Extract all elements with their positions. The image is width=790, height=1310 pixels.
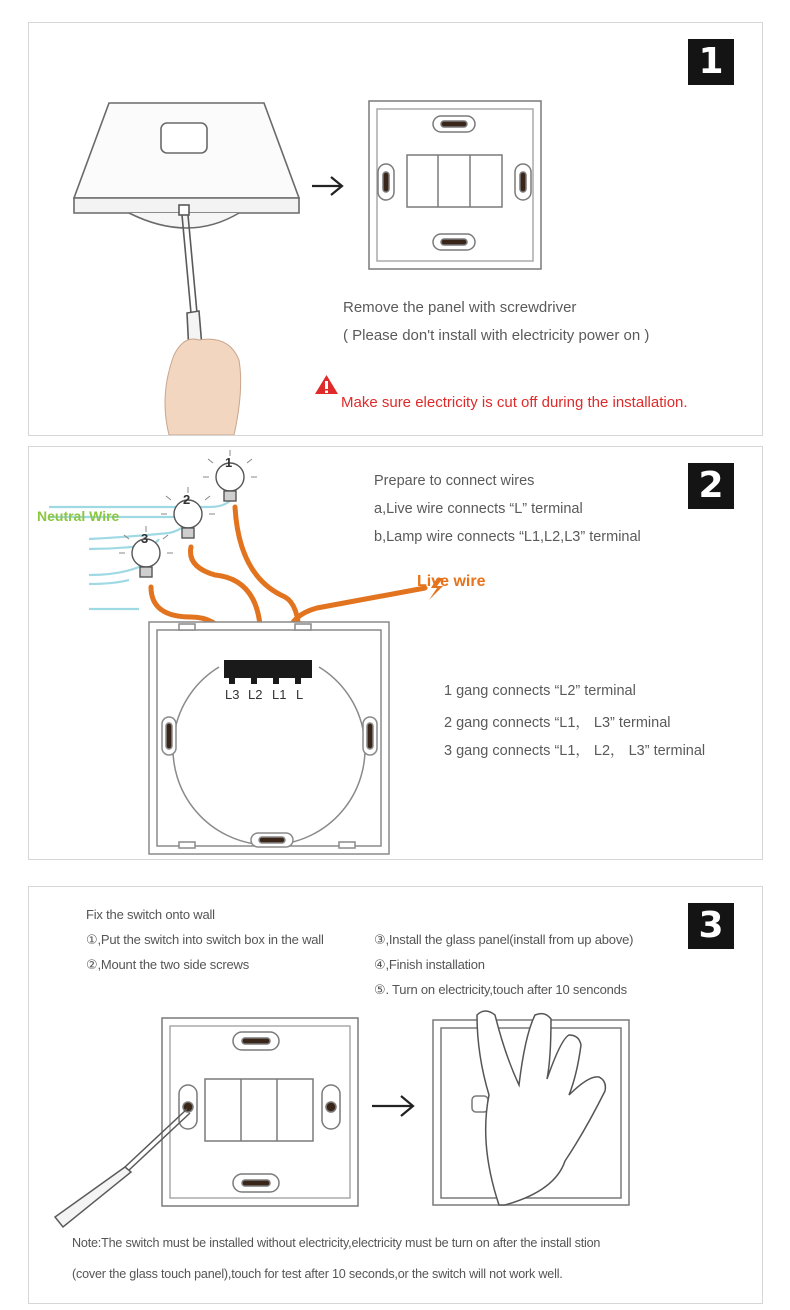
step-3-panel [28, 886, 763, 1304]
step-3-note-line-1: Note:The switch must be installed without electricity,electricity must be turn on after the install stion [72, 1236, 601, 1250]
hand-drawing [165, 339, 241, 435]
step-number-badge: 3 [688, 903, 734, 949]
step-3-item-3: ③,Install the glass panel(install from up above) [374, 932, 634, 947]
step-number-badge: 2 [688, 463, 734, 509]
step-2-line-b: b,Lamp wire connects “L1,L2,L3” terminal [374, 529, 641, 545]
gang-2-instruction: 2 gang connects “L1， L3” terminal [444, 715, 671, 731]
step-1-illustration [29, 23, 763, 436]
arrow-icon [372, 1096, 413, 1116]
arrow-icon [312, 177, 342, 195]
warning-triangle-icon [315, 375, 338, 394]
step-3-item-4: ④,Finish installation [374, 957, 485, 972]
live-wire-label: Live wire [417, 573, 486, 590]
step-1-instruction: Remove the panel with screwdriver [343, 299, 577, 316]
bulb-3-label: 3 [141, 531, 149, 546]
step-3-item-5: ⑤. Turn on electricity,touch after 10 senconds [374, 982, 627, 997]
step-1-warning: Make sure electricity is cut off during the installation. [341, 394, 688, 411]
gang-1-instruction: 1 gang connects “L2” terminal [444, 683, 636, 699]
terminal-label-l1: L1 [272, 687, 287, 702]
step-3-note-line-2: (cover the glass touch panel),touch for test after 10 seconds,or the switch will not work well. [72, 1267, 563, 1281]
neutral-wire-label: Neutral Wire [37, 508, 120, 524]
step-2-panel [28, 446, 763, 860]
step-1-caution: ( Please don't install with electricity power on ) [343, 327, 650, 344]
bulb-1-label: 1 [225, 455, 233, 470]
back-plate-drawing [369, 101, 541, 269]
step-3-item-2: ②,Mount the two side screws [86, 957, 250, 972]
terminal-label-l3: L3 [225, 687, 240, 702]
gang-3-instruction: 3 gang connects “L1， L2， L3” terminal [444, 743, 706, 759]
step-2-title: Prepare to connect wires [374, 473, 535, 489]
step-3-title: Fix the switch onto wall [86, 907, 215, 922]
mounted-back-plate-drawing [162, 1018, 358, 1206]
switch-box-drawing [149, 622, 389, 854]
terminal-label-l: L [296, 687, 304, 702]
step-3-item-1: ①,Put the switch into switch box in the wall [86, 932, 324, 947]
step-2-line-a: a,Live wire connects “L” terminal [374, 501, 583, 517]
terminal-label-l2: L2 [248, 687, 263, 702]
step-1-panel [28, 22, 763, 436]
bulb-2-label: 2 [183, 492, 191, 507]
step-number-badge: 1 [688, 39, 734, 85]
